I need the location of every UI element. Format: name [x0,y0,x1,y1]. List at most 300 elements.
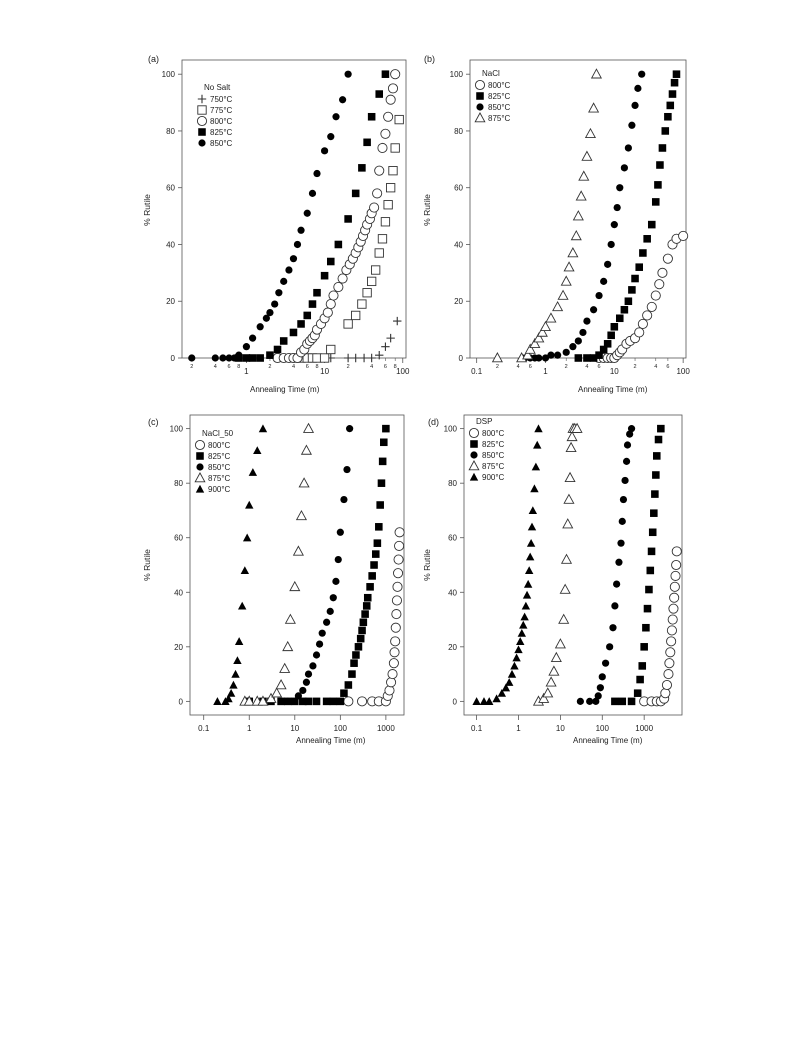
data-point [505,678,513,686]
data-point [534,424,542,432]
data-point [602,660,609,667]
data-point [338,274,347,283]
data-point [623,458,630,465]
data-point [655,436,663,444]
data-point [648,221,656,229]
data-point [297,511,307,520]
data-point [363,602,371,610]
data-point [389,659,398,668]
data-point [621,306,629,314]
data-point [644,605,652,613]
data-point [290,255,297,262]
data-point [657,425,665,433]
data-point [343,466,350,473]
data-point [662,680,671,689]
y-tick-label: 80 [448,479,457,489]
data-point [666,102,674,110]
legend-marker [197,116,206,125]
data-point [579,329,586,336]
data-point [508,670,516,678]
data-point [606,643,613,650]
legend-entry: 850°C [208,463,231,472]
data-point [386,95,395,104]
data-point [297,320,305,328]
data-point [635,328,644,337]
x-tick-label: 1 [247,724,252,733]
panel-label: (c) [148,417,159,427]
data-point [576,191,586,200]
y-tick-label: 100 [161,70,175,80]
legend-entry: 825°C [488,92,511,101]
data-point [313,651,320,658]
x-tick-label: 100 [333,724,348,733]
data-point [655,280,664,289]
data-point [577,698,584,705]
y-tick-label: 60 [454,183,463,193]
data-point [350,659,358,667]
data-point [615,559,622,566]
data-point [381,218,389,226]
data-point [586,129,596,138]
chart-panel-d [422,415,682,745]
y-axis-label: % Rutile [142,549,152,581]
x-tick-label: 100 [676,367,690,376]
data-point [661,689,670,698]
data-point [309,190,316,197]
data-point [543,688,553,697]
data-point [638,662,646,670]
data-point [662,127,670,135]
data-point [529,506,537,514]
series-850c [577,425,635,705]
data-point [583,354,591,362]
data-point [344,697,353,706]
data-point [614,204,621,211]
data-point [564,495,574,504]
y-tick-label: 40 [174,588,183,598]
data-point [672,560,681,569]
x-minor-tick-label: 2 [268,364,272,370]
data-point [305,670,312,677]
x-tick-label: 1 [543,367,548,376]
data-point [309,662,316,669]
x-minor-tick-label: 4 [654,364,658,370]
data-point [631,275,639,283]
data-point [259,424,267,432]
data-point [589,103,599,112]
data-point [188,354,195,361]
x-minor-tick-label: 6 [383,364,387,370]
data-point [582,151,592,160]
x-tick-label: 10 [320,367,330,376]
data-point [339,96,346,103]
data-point [334,282,343,291]
data-point [599,673,606,680]
legend-title: DSP [476,417,493,426]
x-tick-label: 0.1 [471,724,483,733]
data-point [233,656,241,664]
data-point [284,698,291,705]
x-minor-tick-label: 4 [370,364,374,370]
data-point [673,70,681,78]
data-point [618,698,626,706]
data-point [609,624,616,631]
data-point [553,302,563,311]
data-point [375,249,383,257]
data-point [574,211,584,220]
data-point [382,70,390,78]
data-point [389,166,397,174]
series-850c [246,425,354,705]
data-point [670,593,679,602]
series-850c [521,71,645,362]
data-point [249,335,256,342]
data-point [337,529,344,536]
data-point [357,635,365,643]
data-point [303,679,310,686]
x-tick-label: 100 [396,367,410,376]
data-point [532,463,540,471]
y-tick-label: 20 [174,642,183,652]
data-point [394,555,403,564]
data-point [522,602,530,610]
legend-entry: 825°C [482,440,505,449]
data-point [658,268,667,277]
data-point [370,561,378,569]
legend-marker [476,103,483,110]
data-point [370,203,379,212]
data-point [652,198,660,206]
data-point [332,113,339,120]
data-point [514,645,522,653]
x-minor-tick-label: 4 [516,364,520,370]
legend-marker [476,92,484,100]
data-point [611,323,619,331]
data-point [374,539,382,547]
data-point [299,687,306,694]
data-point [320,354,328,362]
legend-title: NaCl_50 [202,429,234,438]
legend-entry: 800°C [482,429,505,438]
legend-marker [198,106,206,114]
data-point [647,567,655,575]
data-point [249,468,257,476]
x-tick-label: 1000 [376,724,395,733]
data-point [303,312,311,320]
data-point [373,189,382,198]
data-point [647,302,656,311]
y-tick-label: 40 [448,588,457,598]
data-point [256,354,264,362]
data-point [266,309,273,316]
data-point [679,231,688,240]
legend-entry: 800°C [488,81,511,90]
data-point [560,585,570,594]
x-axis-label: Annealing Time (m) [250,385,320,394]
x-minor-tick-label: 2 [190,364,194,370]
data-point [621,477,628,484]
data-point [634,85,641,92]
data-point [344,320,352,328]
x-minor-tick-label: 8 [237,364,241,370]
legend-marker [198,139,205,146]
data-point [266,351,274,359]
data-point [556,639,566,648]
y-tick-label: 0 [178,697,183,707]
data-point [351,354,359,362]
x-tick-label: 10 [609,367,619,376]
data-point [664,113,672,121]
legend-entry: 875°C [208,474,231,483]
data-point [327,258,335,266]
data-point [280,278,287,285]
legend [197,83,232,148]
data-point [643,311,652,320]
data-point [280,337,288,345]
data-point [621,164,628,171]
y-tick-label: 100 [449,70,463,80]
data-point [672,547,681,556]
data-point [367,354,375,362]
data-point [524,580,532,588]
data-point [645,586,653,594]
y-tick-label: 80 [174,479,183,489]
panel-label: (b) [424,54,435,64]
data-point [319,630,326,637]
x-minor-tick-label: 6 [597,364,601,370]
legend-marker [198,95,206,103]
data-point [316,640,323,647]
data-point [516,637,524,645]
y-tick-label: 80 [166,126,175,136]
x-minor-tick-label: 2 [564,364,568,370]
data-point [358,300,366,308]
data-point [283,642,293,651]
data-point [663,254,672,263]
legend-marker [198,128,206,136]
plot-frame [464,415,682,715]
data-point [371,266,379,274]
legend-entry: 800°C [210,117,233,126]
data-point [375,166,384,175]
panel-label: (a) [148,54,159,64]
data-point [382,425,390,433]
legend-marker [196,463,203,470]
data-point [245,501,253,509]
legend-marker [195,473,205,482]
series-875c [534,424,582,706]
x-tick-label: 1 [244,367,249,376]
data-point [368,572,376,580]
data-point [642,624,650,632]
data-point [321,147,328,154]
data-point [391,637,400,646]
data-point [569,343,576,350]
data-point [638,71,645,78]
y-tick-label: 80 [454,126,463,136]
data-point [571,231,581,240]
data-point [212,354,219,361]
data-point [323,308,332,317]
chart-panel-c [142,415,404,745]
data-point [235,352,242,359]
data-point [512,654,520,662]
x-minor-tick-label: 4 [213,364,217,370]
data-point [628,286,636,294]
data-point [340,689,348,697]
data-point [395,115,403,123]
legend-entry: 875°C [488,114,511,123]
data-point [366,583,374,591]
data-point [650,509,658,517]
data-point [290,329,298,337]
data-point [648,548,656,556]
data-point [535,354,542,361]
data-point [330,698,338,706]
data-point [276,680,286,689]
data-point [227,689,235,697]
data-point [625,297,633,305]
data-point [305,698,313,706]
legend-entry: 825°C [208,452,231,461]
data-point [565,473,575,482]
data-point [395,528,404,537]
data-point [613,580,620,587]
x-minor-tick-label: 2 [495,364,499,370]
data-point [624,441,631,448]
data-point [326,299,335,308]
data-point [649,528,657,536]
data-point [668,615,677,624]
data-point [525,566,533,574]
data-point [600,278,607,285]
data-point [659,144,667,152]
data-point [527,539,535,547]
y-tick-label: 60 [174,533,183,543]
data-point [533,441,541,449]
data-point [345,681,353,689]
data-point [277,698,284,705]
x-minor-tick-label: 8 [315,364,319,370]
data-point [231,670,239,678]
y-axis-label: % Rutile [142,194,152,226]
data-point [526,553,534,561]
data-point [384,112,393,121]
x-minor-tick-label: 2 [633,364,637,370]
data-point [327,133,334,140]
x-axis-label: Annealing Time (m) [578,385,648,394]
data-point [271,300,278,307]
data-point [348,670,356,678]
data-point [628,698,636,706]
y-tick-label: 20 [454,297,463,307]
data-point [652,471,660,479]
data-point [616,184,623,191]
legend [195,429,233,494]
data-point [294,546,304,555]
data-point [388,84,397,93]
data-point [394,541,403,550]
legend-marker [475,113,485,122]
x-minor-tick-label: 8 [393,364,397,370]
data-point [346,425,353,432]
data-point [656,161,664,169]
y-axis-label: % Rutile [422,549,432,581]
x-minor-tick-label: 6 [666,364,670,370]
legend-entry: 750°C [210,95,233,104]
legend-entry: 900°C [208,485,231,494]
data-point [651,291,660,300]
data-point [290,582,300,591]
data-point [549,666,559,675]
data-point [619,518,626,525]
data-point [562,555,572,564]
x-minor-tick-label: 6 [528,364,532,370]
data-point [564,262,574,271]
series-875c [240,424,313,706]
data-point [393,569,402,578]
y-tick-label: 20 [166,297,175,307]
legend-marker [470,451,477,458]
data-point [391,70,400,79]
data-point [327,345,335,353]
x-tick-label: 0.1 [471,367,483,376]
data-point [363,139,371,147]
data-point [617,540,624,547]
data-point [386,678,395,687]
data-point [360,354,368,362]
data-point [611,698,619,706]
data-point [294,241,301,248]
data-point [634,689,642,697]
data-point [313,698,321,706]
legend-entry: 900°C [482,473,505,482]
data-point [567,432,577,441]
data-point [375,90,383,98]
chart-panel-a [142,54,410,394]
data-point [625,144,632,151]
data-point [583,318,590,325]
data-point [299,478,309,487]
data-point [635,263,643,271]
y-tick-label: 40 [166,240,175,250]
data-point [219,354,226,361]
data-point [665,659,674,668]
x-tick-label: 100 [595,724,609,733]
data-point [345,71,352,78]
data-point [361,610,369,618]
data-point [352,190,360,198]
data-point [213,697,221,705]
data-point [554,352,561,359]
data-point [390,648,399,657]
data-point [378,235,386,243]
legend-marker [475,80,484,89]
legend-title: NaCl [482,69,500,78]
data-point [386,334,394,342]
data-point [344,354,352,362]
data-point [229,681,237,689]
data-point [351,311,359,319]
data-point [667,626,676,635]
panel-label: (d) [428,417,439,427]
data-point [297,227,304,234]
data-point [493,353,503,362]
data-point [575,337,582,344]
data-point [358,627,366,635]
data-point [313,289,321,297]
data-point [280,664,290,673]
